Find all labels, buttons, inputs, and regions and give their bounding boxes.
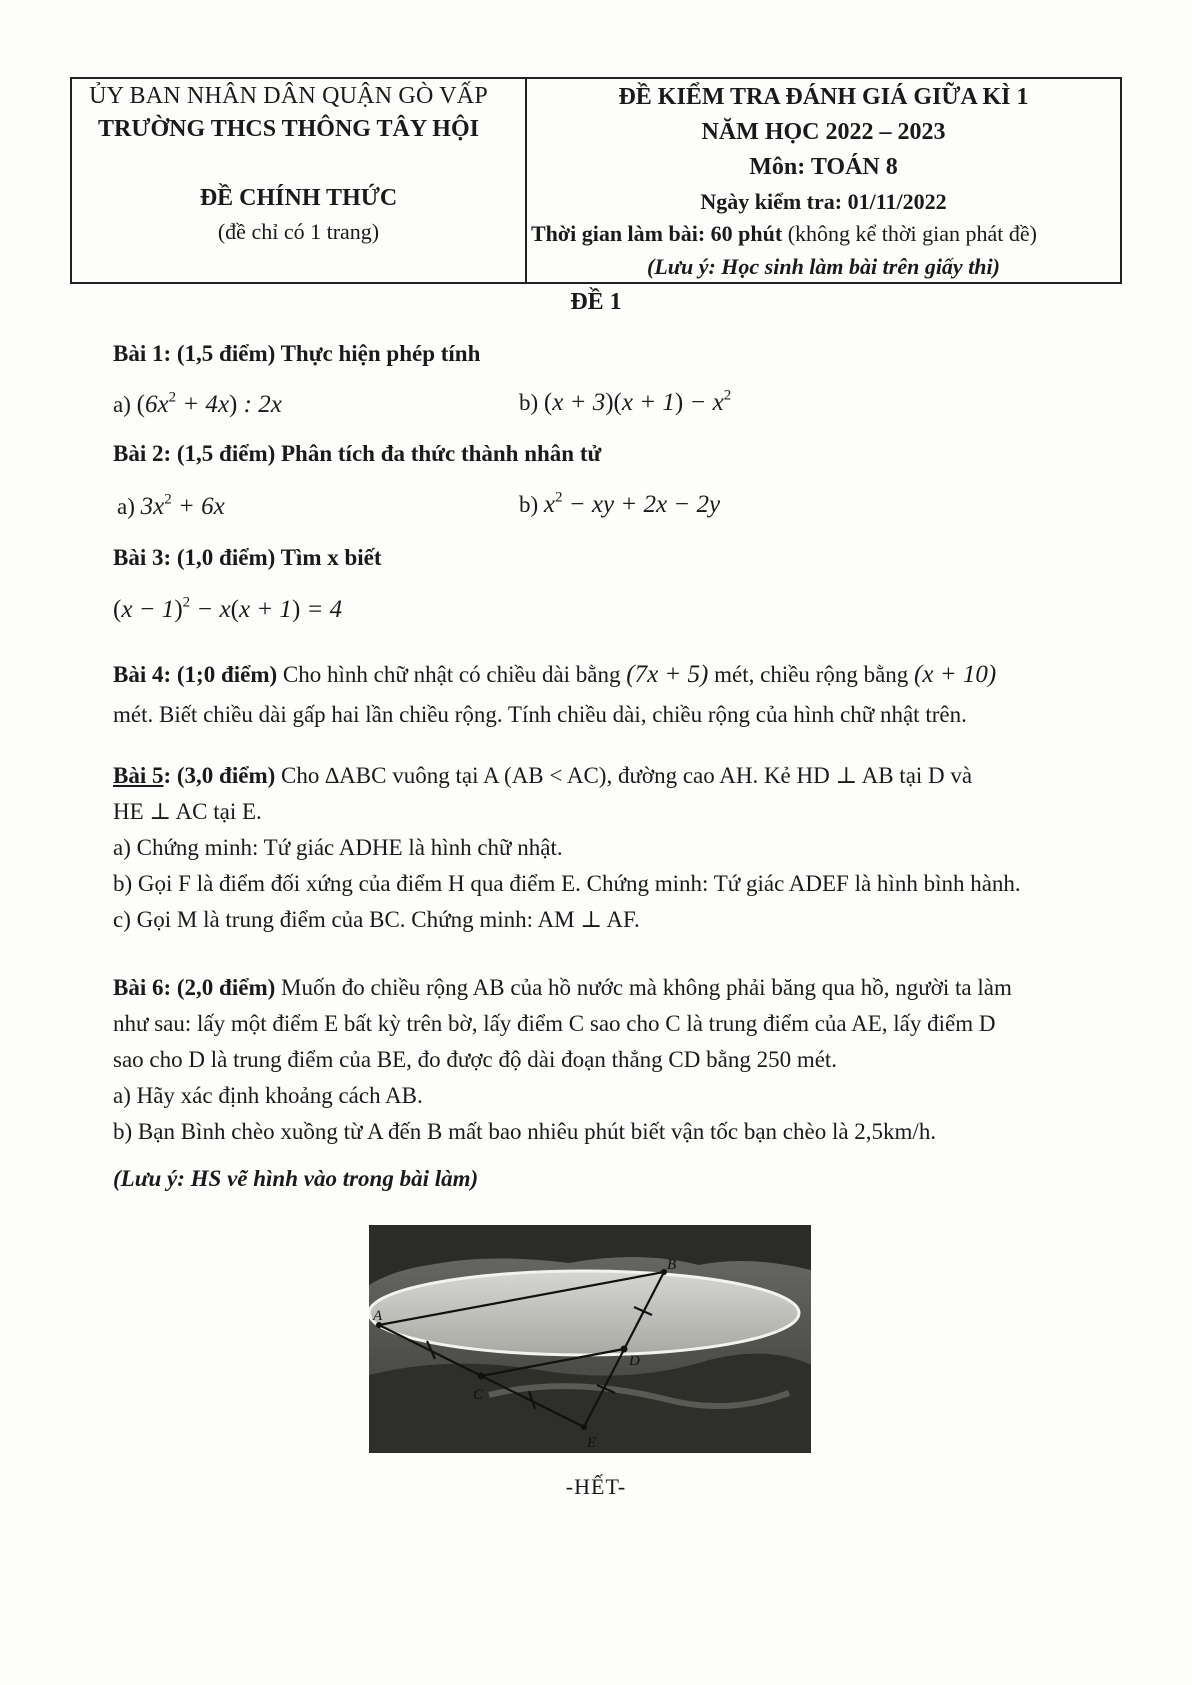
bai1-a-label: a) bbox=[113, 392, 131, 417]
bai6-line1 bbox=[113, 970, 1113, 1006]
label-E: E bbox=[587, 1435, 597, 1451]
bai6-part-b: b) Bạn Bình chèo xuồng từ A đến B mất bao nhiêu phút biết vận tốc bạn chèo là 2,5km/h. bbox=[113, 1119, 937, 1144]
bai3-equation: $(x - 1)^2 - x(x + 1) = 4$ bbox=[113, 594, 343, 623]
bai4-line1 bbox=[113, 655, 1113, 695]
bai2-a bbox=[117, 493, 225, 521]
duration-note: (không kể thời gian phát đề) bbox=[782, 221, 1037, 246]
point-C bbox=[478, 1373, 485, 1380]
point-D bbox=[621, 1346, 628, 1353]
header-left-cell bbox=[72, 79, 527, 282]
bai3-title: Bài 3: (1,0 điểm) Tìm x biết bbox=[113, 545, 382, 570]
bai2-title: Bài 2: (1,5 điểm) Phân tích đa thức thành nhân tử bbox=[113, 441, 602, 466]
bai4-title: Bài 4: (1;0 điểm) bbox=[113, 662, 278, 687]
label-B: B bbox=[667, 1257, 677, 1273]
label-A: A bbox=[373, 1308, 383, 1324]
exam-date: Ngày kiểm tra: 01/11/2022 bbox=[700, 189, 947, 214]
exam-version-title: ĐỀ 1 bbox=[570, 289, 622, 315]
end-marker: -HẾT- bbox=[565, 1474, 627, 1499]
bai2-b bbox=[519, 491, 720, 519]
bai1-a-expression: $(6x^2 + 4x)$ : 2x bbox=[136, 389, 282, 418]
bai6-text3: sao cho D là trung điểm của BE, đo được độ dài đoạn thẳng CD bằng 250 mét. bbox=[113, 1047, 838, 1072]
point-E bbox=[581, 1424, 587, 1430]
duration-bold: Thời gian làm bài: 60 phút bbox=[531, 221, 783, 246]
label-D: D bbox=[629, 1353, 640, 1369]
bai5-intro1: Cho ∆ABC vuông tại A (AB < AC), đường cao AH. Kẻ HD ⊥ AB tại D và bbox=[275, 763, 973, 788]
label-C: C bbox=[473, 1387, 484, 1403]
bai6-text1: Muốn đo chiều rộng AB của hồ nước mà không phải băng qua hồ, người ta làm bbox=[275, 975, 1012, 1000]
bai1-b bbox=[519, 389, 731, 417]
exam-instruction: (Lưu ý: Học sinh làm bài trên giấy thi) bbox=[647, 254, 1000, 279]
page-count-note: (đề chỉ có 1 trang) bbox=[217, 219, 380, 244]
bai5-intro2: HE ⊥ AC tại E. bbox=[113, 799, 262, 824]
bai5-line1 bbox=[113, 758, 1113, 794]
bai6-text2: như sau: lấy một điểm E bất kỳ trên bờ, lấy điểm C sao cho C là trung điểm của AE, lấy điểm D bbox=[113, 1011, 996, 1036]
bai4-text1: Cho hình chữ nhật có chiều dài bằng bbox=[277, 662, 627, 687]
school-year: NĂM HỌC 2022 – 2023 bbox=[701, 119, 946, 145]
bai2-b-label: b) bbox=[519, 492, 539, 517]
district-name: ỦY BAN NHÂN DÂN QUẬN GÒ VẤP bbox=[89, 83, 488, 109]
bai2-a-label: a) bbox=[117, 494, 135, 519]
bai6-part-a: a) Hãy xác định khoảng cách AB. bbox=[113, 1083, 423, 1108]
bai4 bbox=[113, 655, 1113, 735]
bai5-part-c: c) Gọi M là trung điểm của BC. Chứng minh: AM ⊥ AF. bbox=[113, 907, 640, 932]
bai1-b-label: b) bbox=[519, 390, 539, 415]
duration bbox=[531, 221, 1037, 247]
school-name: TRƯỜNG THCS THÔNG TÂY HỘI bbox=[98, 116, 479, 142]
official-label: ĐỀ CHÍNH THỨC bbox=[199, 185, 398, 211]
bai5-part-a: a) Chứng minh: Tứ giác ADHE là hình chữ nhật. bbox=[113, 835, 563, 860]
bai1-title: Bài 1: (1,5 điểm) Thực hiện phép tính bbox=[113, 341, 481, 366]
drawing-note: (Lưu ý: HS vẽ hình vào trong bài làm) bbox=[113, 1166, 479, 1191]
bai4-length-expression: (7x + 5) bbox=[626, 661, 709, 688]
bai2-a-expression: $3x^2 + 6x$ bbox=[140, 491, 225, 520]
bai4-line2: mét. Biết chiều dài gấp hai lần chiều rộng. Tính chiều dài, chiều rộng của hình chữ nhật trên. bbox=[113, 702, 967, 727]
bai6-title: Bài 6: (2,0 điểm) bbox=[113, 975, 276, 1000]
exam-title: ĐỀ KIỂM TRA ĐÁNH GIÁ GIỮA KÌ 1 bbox=[618, 84, 1029, 110]
bai1-a bbox=[113, 391, 282, 419]
bai5-part-b: b) Gọi F là điểm đối xứng của điểm H qua điểm E. Chứng minh: Tứ giác ADEF là hình bình hành. bbox=[113, 871, 1021, 896]
bai4-width-expression: (x + 10) bbox=[914, 661, 997, 688]
bai5-title-points: : (3,0 điểm) bbox=[163, 763, 276, 788]
bai5-title-word: Bài 5 bbox=[113, 763, 164, 788]
bai5 bbox=[113, 758, 1113, 938]
bai4-text2: mét, chiều rộng bằng bbox=[708, 662, 915, 687]
header-table bbox=[70, 77, 1122, 284]
bai2-b-expression: $x^2$ − xy + 2x − 2y bbox=[543, 489, 721, 518]
subject: Môn: TOÁN 8 bbox=[749, 154, 898, 180]
lake-figure bbox=[369, 1225, 811, 1453]
bai1-b-expression: $(x + 3)(x + 1) - x^2$ bbox=[543, 387, 732, 416]
header-right-cell bbox=[527, 79, 1120, 282]
bai6 bbox=[113, 970, 1113, 1150]
